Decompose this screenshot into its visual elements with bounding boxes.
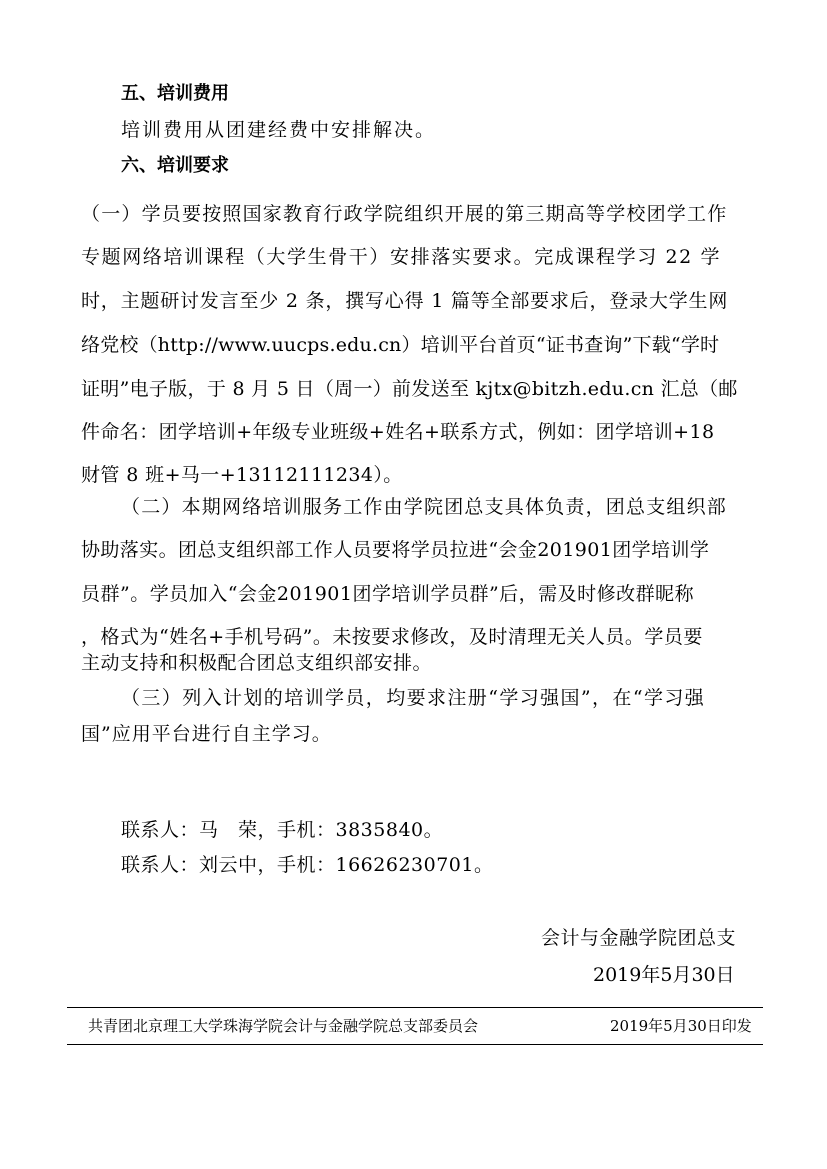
footer-issue-date: 2019年5月30日印发 (610, 1017, 752, 1035)
paragraph-line: 主动支持和积极配合团总支组织部安排。 (81, 652, 433, 674)
paragraph-line: 财管 8 班+马一+13112111234）。 (81, 464, 403, 486)
footer-top-rule (67, 1007, 763, 1008)
section5-body: 培训费用从团建经费中安排解决。 (121, 119, 437, 141)
contact-line: 联系人：刘云中，手机：16626230701。 (121, 854, 494, 876)
paragraph-line: 协助落实。团总支组织部工作人员要将学员拉进“会金201901团学培训学 (81, 539, 710, 561)
footer-bottom-rule (67, 1044, 763, 1045)
paragraph-line: （二）本期网络培训服务工作由学院团总支具体负责，团总支组织部 (121, 496, 728, 518)
paragraph-line: 时，主题研讨发言至少 2 条，撰写心得 1 篇等全部要求后，登录大学生网 (81, 290, 729, 312)
paragraph-line: 国”应用平台进行自主学习。 (81, 723, 332, 745)
paragraph-line: （一）学员要按照国家教育行政学院组织开展的第三期高等学校团学工作 (81, 203, 728, 225)
section5-heading: 五、培训费用 (121, 83, 229, 104)
section6-heading: 六、培训要求 (121, 155, 229, 176)
paragraph-line: 件命名：团学培训+年级专业班级+姓名+联系方式，例如：团学培训+18 (81, 421, 715, 443)
contact-line: 联系人：马 荣，手机：3835840。 (121, 819, 444, 841)
signature-org: 会计与金融学院团总支 (541, 927, 737, 949)
paragraph-line: 员群”。学员加入“会金201901团学培训学员群”后，需及时修改群昵称 (81, 583, 695, 605)
paragraph-line: 络党校（http://www.uucps.edu.cn）培训平台首页“证书查询”下载“学时 (81, 334, 720, 356)
paragraph-line: 专题网络培训课程（大学生骨干）安排落实要求。完成课程学习 22 学 (81, 246, 722, 268)
footer-issuer: 共青团北京理工大学珠海学院会计与金融学院总支部委员会 (88, 1017, 479, 1035)
signature-date: 2019年5月30日 (593, 964, 735, 986)
paragraph-line: ，格式为“姓名+手机号码”。未按要求修改，及时清理无关人员。学员要 (81, 626, 703, 648)
paragraph-line: （三）列入计划的培训学员，均要求注册“学习强国”，在“学习强 (121, 687, 706, 709)
paragraph-line: 证明”电子版，于 8 月 5 日（周一）前发送至 kjtx@bitzh.edu.cn 汇总（邮 (81, 378, 738, 400)
